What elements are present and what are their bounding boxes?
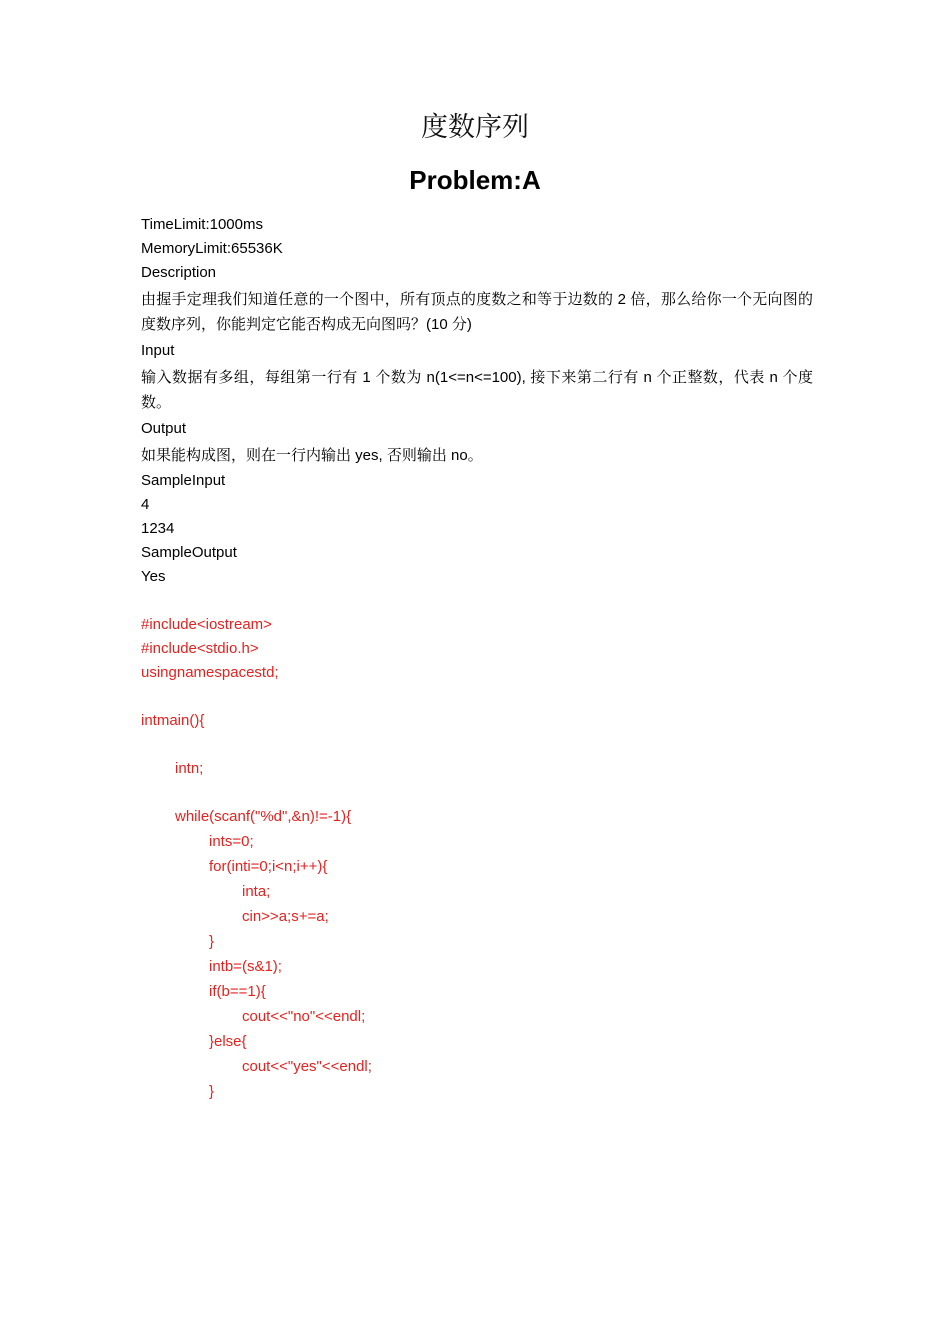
code-line: #include<stdio.h> (141, 640, 259, 657)
sample-output-heading: SampleOutput (141, 544, 237, 561)
code-line: if(b==1){ (209, 983, 266, 1000)
code-line: cout<<"no"<<endl; (242, 1008, 366, 1025)
sample-input-line: 1234 (141, 520, 175, 537)
code-line: #include<iostream> (141, 616, 272, 633)
problem-label: Problem:A (409, 165, 541, 195)
sample-output-line: Yes (141, 568, 166, 585)
output-text: 如果能构成图，则在一行内输出 yes, 否则输出 no。 (141, 447, 483, 464)
sample-input-line: 4 (141, 496, 150, 513)
code-line: intn; (175, 760, 204, 777)
description-text: 由握手定理我们知道任意的一个图中，所有顶点的度数之和等于边数的 2 倍，那么给你一个无向图的度数序列，你能判定它能否构成无向图吗？(10 分) (141, 291, 813, 333)
code-line: } (209, 1083, 215, 1100)
output-heading: Output (141, 420, 187, 437)
code-line: ints=0; (209, 833, 254, 850)
code-line: usingnamespacestd; (141, 664, 279, 681)
description-heading: Description (141, 264, 217, 281)
memory-limit: MemoryLimit:65536K (141, 240, 283, 257)
code-line: inta; (242, 883, 271, 900)
time-limit: TimeLimit:1000ms (141, 216, 263, 233)
code-line: } (209, 933, 215, 950)
page-title: 度数序列 (421, 112, 529, 143)
code-line: while(scanf("%d",&n)!=-1){ (175, 808, 352, 825)
code-line: cout<<"yes"<<endl; (242, 1058, 372, 1075)
sample-input-heading: SampleInput (141, 472, 226, 489)
input-text: 输入数据有多组，每组第一行有 1 个数为 n(1<=n<=100), 接下来第二行有 n 个正整数，代表 n 个度数。 (141, 369, 813, 411)
code-line: for(inti=0;i<n;i++){ (209, 858, 328, 875)
code-line: cin>>a;s+=a; (242, 908, 329, 925)
code-line: intmain(){ (141, 712, 205, 729)
code-line: }else{ (209, 1033, 247, 1050)
input-heading: Input (141, 342, 175, 359)
code-line: intb=(s&1); (209, 958, 282, 975)
